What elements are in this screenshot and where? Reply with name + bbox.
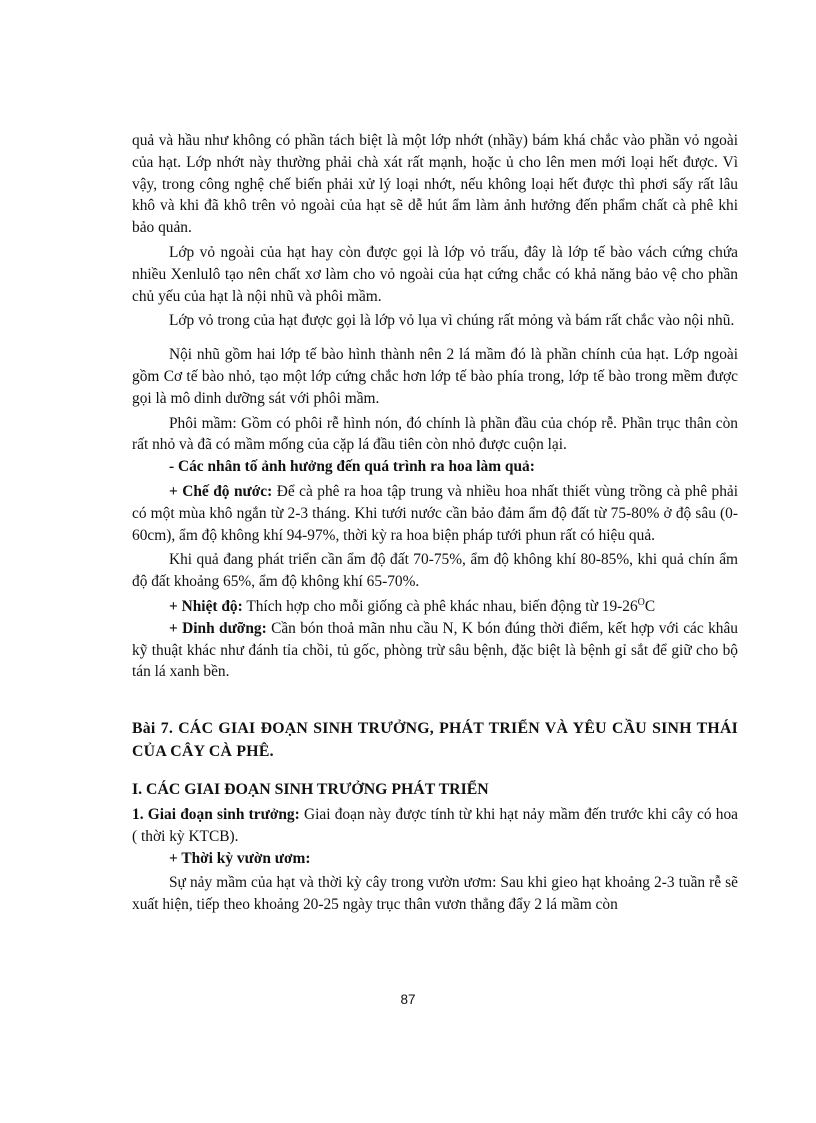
temperature-unit: C	[644, 597, 656, 615]
temperature-text: Thích hợp cho mỗi giống cà phê khác nhau, biến động từ 19-26	[242, 597, 638, 615]
paragraph-water-regime	[132, 481, 738, 546]
nursery-period-title: + Thời kỳ vườn ươm:	[169, 849, 311, 867]
growth-stage-label: 1. Giai đoạn sinh trưởng:	[132, 805, 300, 823]
paragraph-growth-stage	[132, 804, 738, 848]
nutrition-text: Cần bón thoả mãn nhu cầu N, K bón đúng thời điểm, kết hợp với các khâu kỹ thuật khác như đánh tỉa chồi, tủ gốc, phòng trừ sâu bệnh, đặc biệt là bệnh gỉ sắt để giữ cho bộ tán lá xanh bền.	[132, 619, 738, 681]
paragraph-nursery: Sự nảy mầm của hạt và thời kỳ cây trong vườn ươm: Sau khi gieo hạt khoảng 2-3 tuần rễ sẽ xuất hiện, tiếp theo khoảng 20-25 ngày trục thân vươn thẳng đẩy 2 lá mầm còn	[132, 874, 738, 914]
paragraph-nutrition	[132, 618, 738, 683]
temperature-label: + Nhiệt độ:	[169, 597, 243, 615]
paragraph-temperature	[132, 596, 738, 618]
water-label: + Chế độ nước:	[169, 482, 273, 500]
growth-stage-text: Giai đoạn này được tính từ khi hạt nảy mầm đến trước khi cây có hoa ( thời kỳ KTCB).	[132, 805, 738, 845]
paragraph-endosperm: Nội nhũ gồm hai lớp tế bào hình thành nên 2 lá mầm đó là phần chính của hạt. Lớp ngoài gồm Cơ tế bào nhỏ, tạo một lớp cứng chắc hơn lớp tế bào phía trong, lớp tế bào trong mềm được gọi là mô dinh dưỡng sát với phôi mầm.	[132, 346, 738, 407]
factors-title: - Các nhân tố ảnh hưởng đến quá trình ra hoa làm quả:	[169, 458, 535, 476]
section-title: I. CÁC GIAI ĐOẠN SINH TRƯỞNG PHÁT TRIỂN	[132, 781, 489, 799]
paragraph-husk-layer: Lớp vỏ ngoài của hạt hay còn được gọi là lớp vỏ trấu, đây là lớp tế bào vách cứng chứa nhiều Xenlulô tạo nên chất xơ làm cho vỏ ngoài của hạt cứng chắc có khả năng bảo vệ cho phần chủ yếu của hạt là nội nhũ và phôi mầm.	[132, 243, 738, 305]
paragraph-silver-skin: Lớp vỏ trong của hạt được gọi là lớp vỏ lụa vì chúng rất mỏng và bám rất chắc vào nội nhũ.	[169, 312, 735, 330]
water-text: Để cà phê ra hoa tập trung và nhiều hoa nhất thiết vùng trồng cà phê phải có một mùa khô ngắn từ 2-3 tháng. Khi tưới nước cần bảo đảm ẩm độ đất từ 75-80% ở độ sâu (0-60cm), ẩm độ không khí 94-97%, thời kỳ ra hoa biện pháp tưới phun rất có hiệu quả.	[132, 482, 738, 544]
page-number: 87	[400, 992, 416, 1007]
nutrition-label: + Dinh dưỡng:	[169, 619, 267, 637]
paragraph-embryo: Phôi mầm: Gồm có phôi rễ hình nón, đó chính là phần đầu của chóp rễ. Phần trục thân còn rất nhỏ và đã có mầm mống của cặp lá đầu tiên còn nhỏ được cuộn lại.	[132, 414, 738, 454]
paragraph-seed-mucilage: quả và hầu như không có phần tách biệt là một lớp nhớt (nhầy) bám khá chắc vào phần vỏ ngoài của hạt. Lớp nhớt này thường phải chà xát rất mạnh, hoặc ủ cho lên men mới loại hết được. Vì vậy, trong công nghệ chế biến phải xử lý loại nhớt, nếu không loại hết được thì phơi sấy rất lâu khô và khi đã khô trên vỏ ngoài của hạt sẽ dễ hút ẩm làm ảnh hưởng đến phẩm chất cà phê khi bảo quản.	[132, 132, 738, 237]
degree-superscript: O	[637, 596, 645, 608]
paragraph-fruit-humidity: Khi quả đang phát triển cần ẩm độ đất 70-75%, ẩm độ không khí 80-85%, khi quả chín ẩm độ đất khoảng 65%, ẩm độ không khí 65-70%.	[132, 551, 738, 591]
lesson-title: Bài 7. CÁC GIAI ĐOẠN SINH TRƯỞNG, PHÁT TRIỂN VÀ YÊU CẦU SINH THÁI CỦA CÂY CÀ PHÊ.	[132, 720, 738, 761]
page-content	[132, 130, 738, 916]
